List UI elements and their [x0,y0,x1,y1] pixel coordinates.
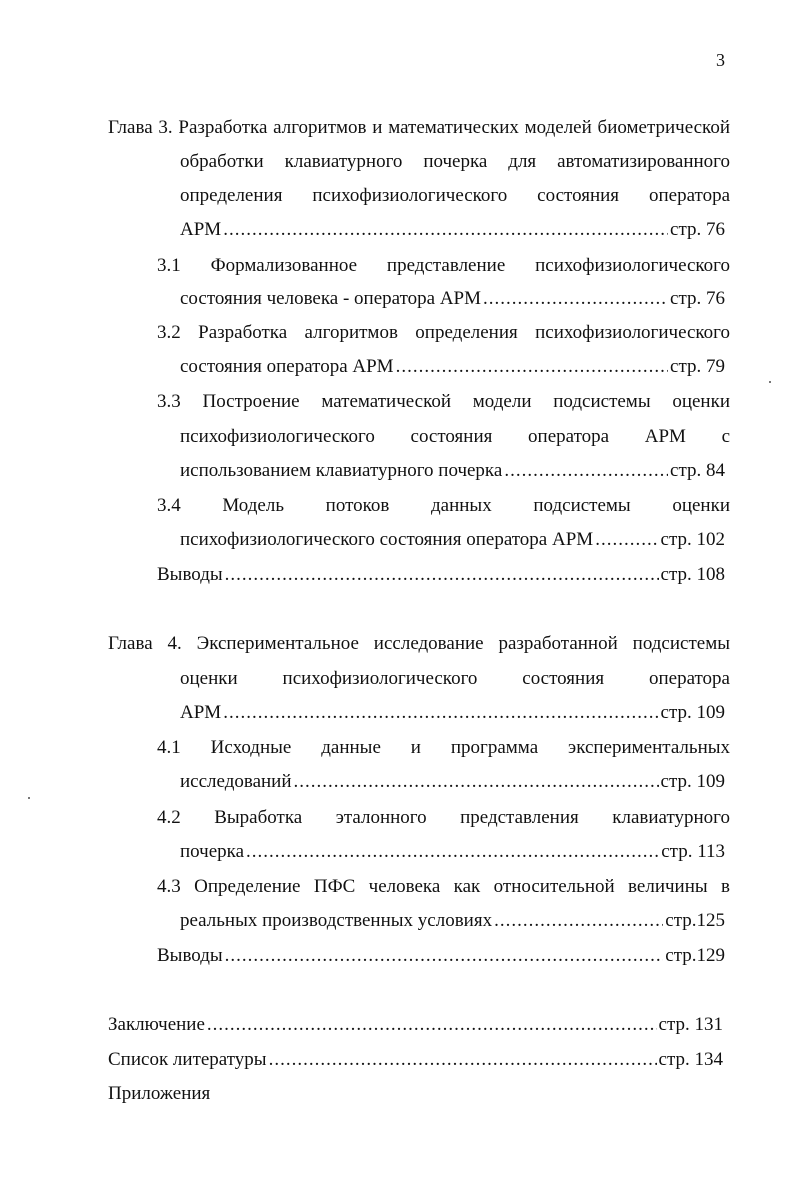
section-4-3-page: стр.125 [665,910,725,931]
leader-dots [494,909,663,933]
chapter3-conclusions-text: Выводы [157,564,223,585]
section-4-1-page: стр. 109 [660,771,725,792]
section-3-1-page: стр. 76 [670,288,725,309]
leader-dots [225,563,659,587]
leader-dots [504,459,668,483]
scan-speck [28,797,30,799]
section-4-2-page: стр. 113 [661,841,725,862]
references-entry[interactable] [108,1048,723,1072]
section-4-3-last-text: реальных производственных условиях [180,910,493,931]
leader-dots [595,528,658,552]
chapter3-conclusions-entry[interactable] [157,563,725,587]
section-4-1-last-text: исследований [180,771,292,792]
chapter4-last-text: АРМ [180,702,222,723]
section-3-4-last-text: психофизиологического состояния оператора АРМ [180,529,594,550]
section-3-1-entry[interactable] [180,287,725,311]
chapter3-title-line-2: обработки клавиатурного почерка для автоматизированного [180,151,730,172]
leader-dots [207,1013,657,1037]
chapter4-conclusions-page: стр.129 [665,945,725,966]
section-4-1-title: 4.1 Исходные данные и программа экспериментальных [157,737,730,758]
conclusion-text: Заключение [108,1014,205,1035]
chapter3-title-line-1: Глава 3. Разработка алгоритмов и математических моделей биометрической [108,117,730,138]
section-4-2-entry[interactable] [180,840,725,864]
section-4-1-entry[interactable] [180,770,725,794]
chapter4-page: стр. 109 [660,702,725,723]
leader-dots [269,1048,657,1072]
references-text: Список литературы [108,1049,267,1070]
section-3-3-page: стр. 84 [670,460,725,481]
chapter3-conclusions-page: стр. 108 [660,564,725,585]
chapter4-title-line-2: оценки психофизиологического состояния оператора [180,668,730,689]
chapter3-page: стр. 76 [670,219,725,240]
section-4-2-title: 4.2 Выработка эталонного представления клавиатурного [157,807,730,828]
chapter4-conclusions-entry[interactable] [157,944,725,968]
section-4-2-last-text: почерка [180,841,245,862]
chapter3-title-line-3: определения психофизиологического состояния оператора [180,185,730,206]
chapter4-title-line-1: Глава 4. Экспериментальное исследование разработанной подсистемы [108,633,730,654]
chapter3-last-text: АРМ [180,219,222,240]
leader-dots [396,355,668,379]
section-3-3-title-line-1: 3.3 Построение математической модели подсистемы оценки [157,391,730,412]
section-3-1-title: 3.1 Формализованное представление психофизиологического [157,255,730,276]
section-3-4-title: 3.4 Модель потоков данных подсистемы оценки [157,495,730,516]
section-3-4-page: стр. 102 [660,529,725,550]
section-4-3-title: 4.3 Определение ПФС человека как относительной величины в [157,876,730,897]
section-3-2-page: стр. 79 [670,356,725,377]
references-page: стр. 134 [658,1049,723,1070]
leader-dots [225,944,664,968]
leader-dots [223,701,658,725]
section-3-2-last-text: состояния оператора АРМ [180,356,394,377]
scan-speck [769,381,771,383]
section-3-4-entry[interactable] [180,528,725,552]
page-number: 3 [716,50,725,70]
chapter3-entry[interactable] [180,218,725,242]
section-3-3-title-line-2: психофизиологического состояния оператора АРМ с [180,426,730,447]
section-3-3-entry[interactable] [180,459,725,483]
chapter4-conclusions-text: Выводы [157,945,223,966]
section-4-3-entry[interactable] [180,909,725,933]
section-3-2-entry[interactable] [180,355,725,379]
leader-dots [294,770,659,794]
section-3-2-title: 3.2 Разработка алгоритмов определения психофизиологического [157,322,730,343]
leader-dots [246,840,659,864]
section-3-3-last-text: использованием клавиатурного почерка [180,460,503,481]
leader-dots [223,218,668,242]
section-3-1-last-text: состояния человека - оператора АРМ [180,288,482,309]
leader-dots [483,287,668,311]
appendices-entry[interactable]: Приложения [108,1083,211,1104]
conclusion-page: стр. 131 [658,1014,723,1035]
chapter4-entry[interactable] [180,701,725,725]
conclusion-entry[interactable] [108,1013,723,1037]
